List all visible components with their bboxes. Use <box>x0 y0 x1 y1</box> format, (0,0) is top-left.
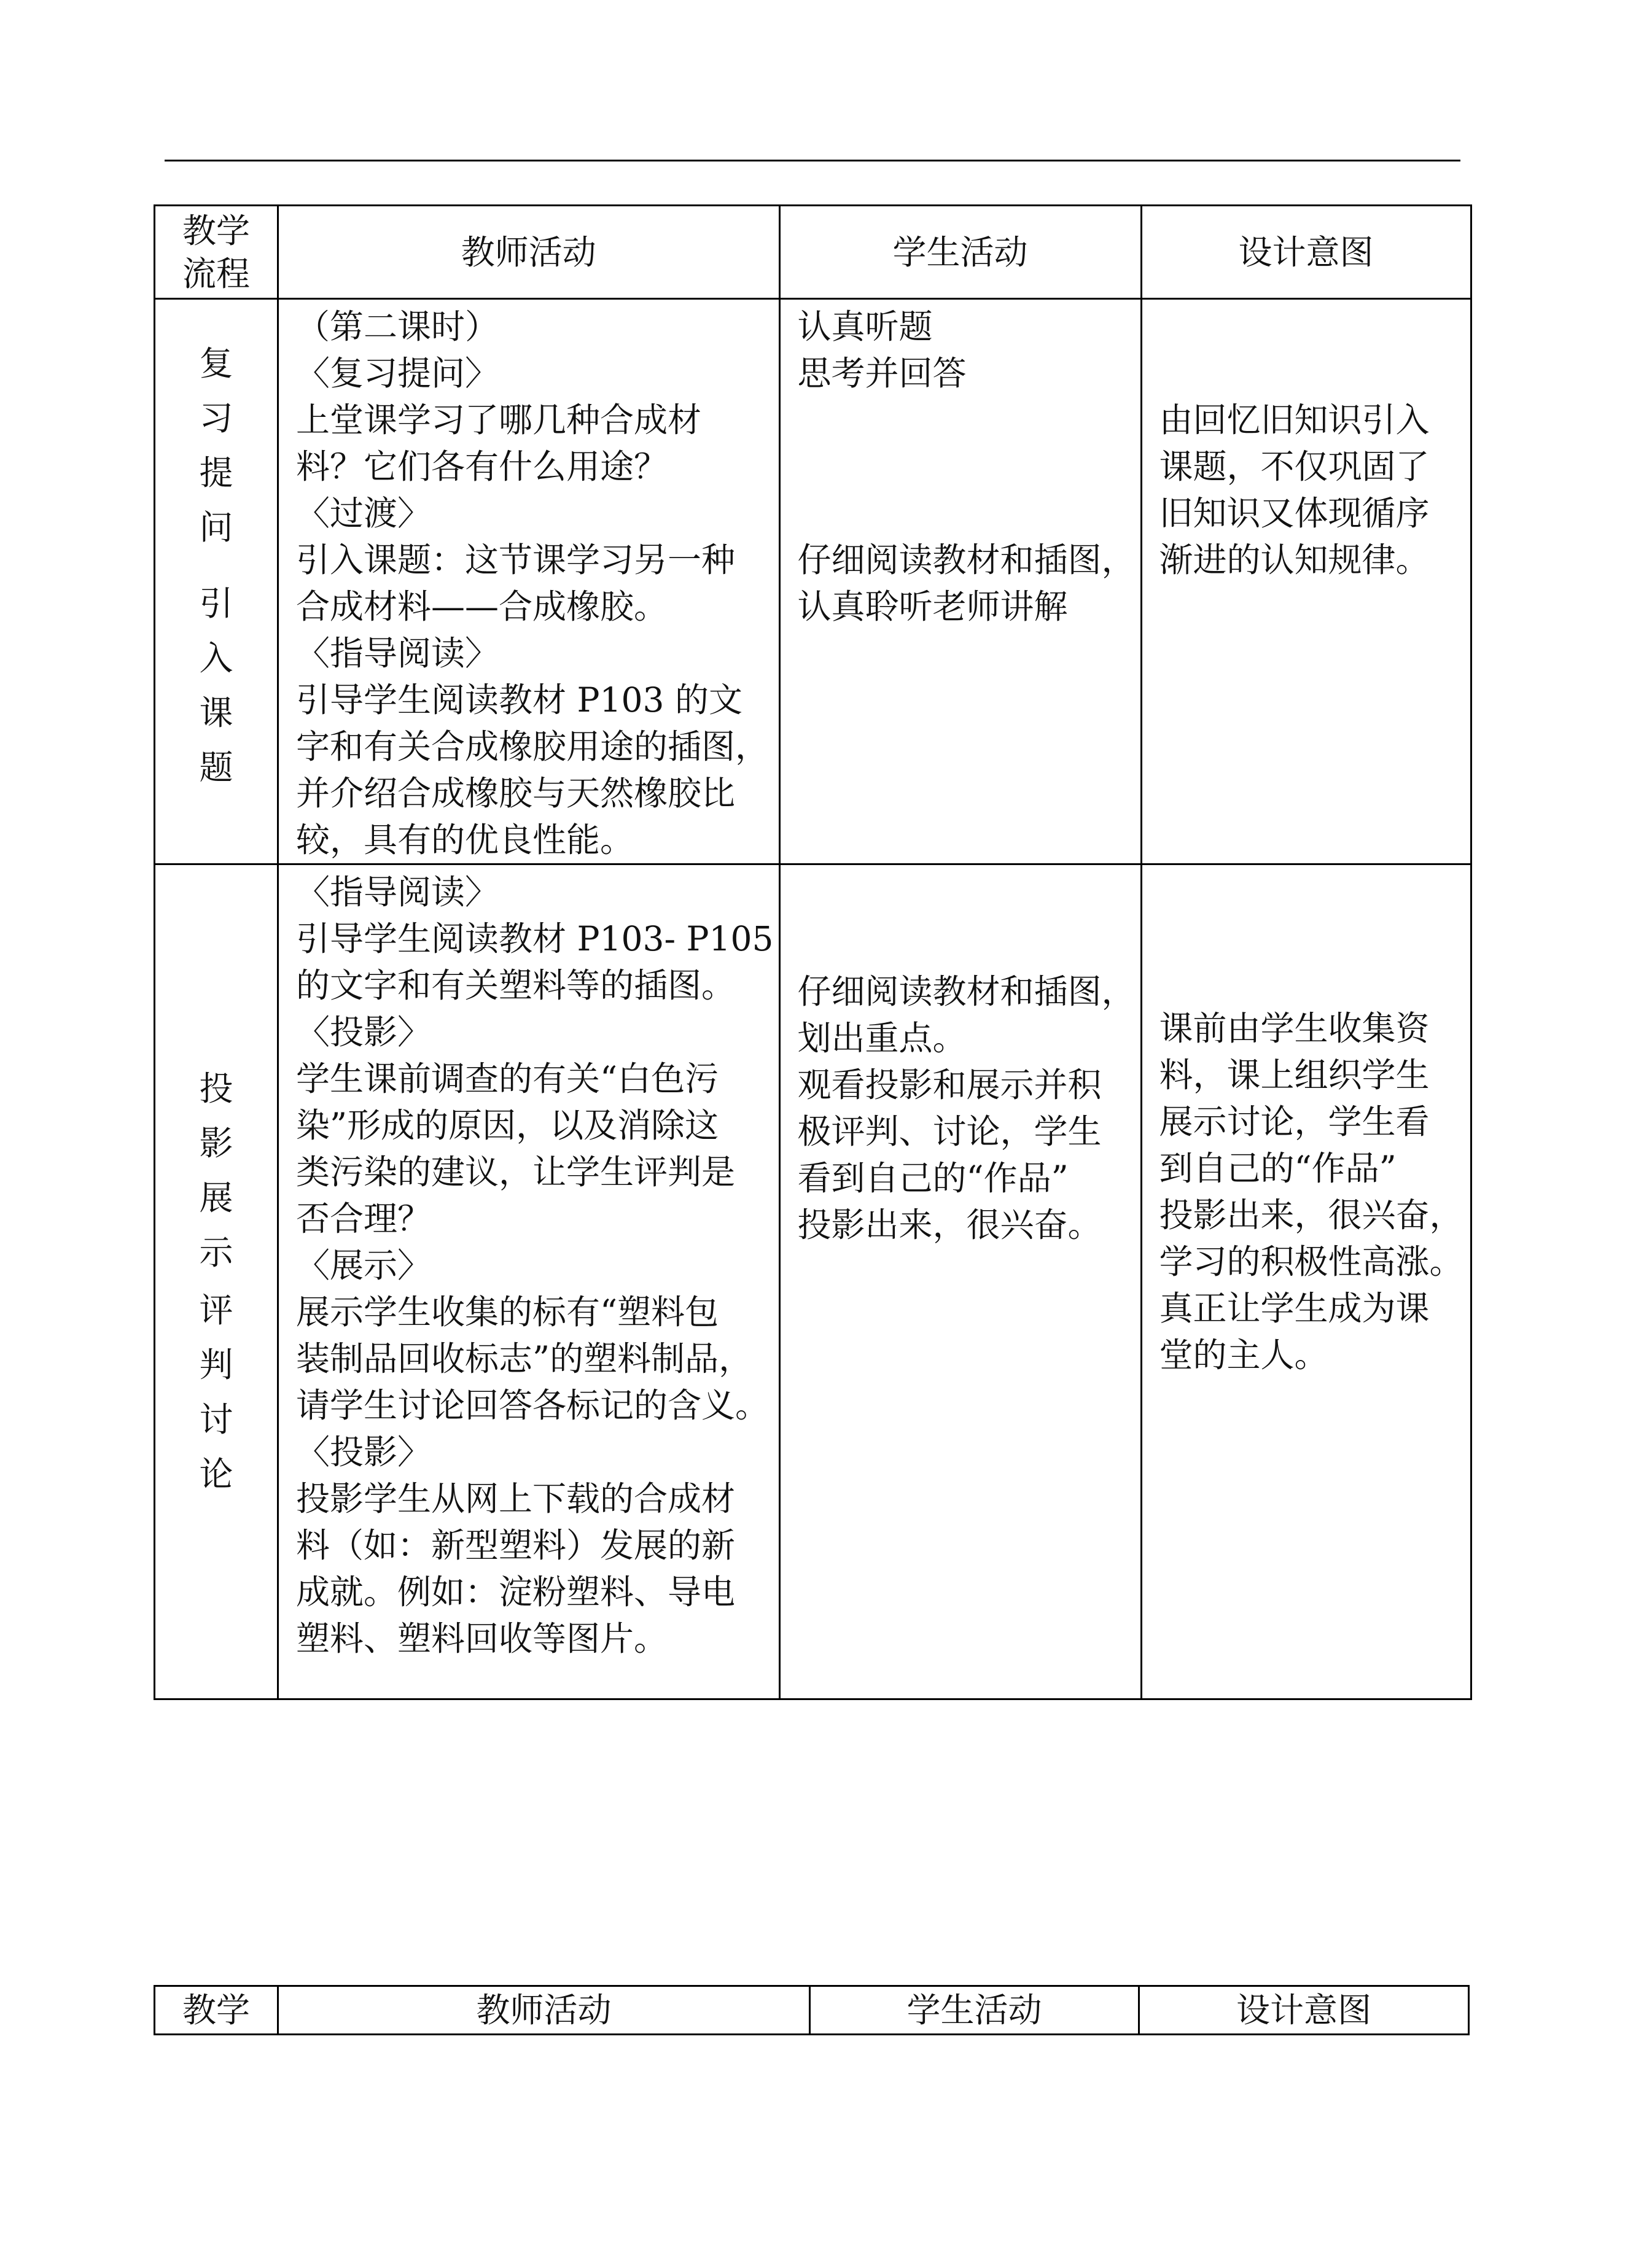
text-line: 料（如：新型塑料）发展的新 <box>296 1526 736 1565</box>
text-line: 引入课题：这节课学习另一种 <box>296 540 736 580</box>
teacher-activity-1 <box>278 299 780 864</box>
header-intent: 设计意图 <box>1141 206 1471 299</box>
text-line: 投影出来，很兴奋， <box>1159 1195 1463 1235</box>
text-line: 〈展示〉 <box>296 1246 432 1285</box>
text-line: 仔细阅读教材和插图， <box>797 972 1136 1011</box>
table-row-projection <box>155 864 1471 1699</box>
teacher-activity-2 <box>278 864 780 1699</box>
text-line: 请学生讨论回答各标记的含义。 <box>296 1386 770 1425</box>
header-flow: 教学 <box>155 1986 278 2035</box>
text-line: 投影学生从网上下载的合成材 <box>296 1479 736 1518</box>
stage-projection-discussion <box>155 864 278 1699</box>
lesson-plan-table <box>154 204 1472 1700</box>
text-line: 极评判、讨论，学生 <box>797 1112 1102 1151</box>
stage-char: 示 <box>199 1233 233 1272</box>
text-line: 由回忆旧知识引入 <box>1159 400 1430 440</box>
text-line: 〈指导阅读〉 <box>296 634 499 673</box>
text-line: 堂的主人。 <box>1159 1335 1328 1375</box>
header-teacher: 教师活动 <box>278 1986 810 2035</box>
stage-char: 课 <box>199 693 233 732</box>
text-line: 划出重点。 <box>797 1019 967 1058</box>
stage-char: 引 <box>199 584 233 623</box>
text-line: 字和有关合成橡胶用途的插图， <box>296 727 770 766</box>
stage-char: 判 <box>199 1345 233 1384</box>
text-line: 染”形成的原因，以及消除这 <box>296 1106 719 1145</box>
text-line: 引导学生阅读教材 P103 的文 <box>296 680 742 720</box>
stage-char: 投 <box>199 1069 233 1108</box>
text-line: 引导学生阅读教材 P103- P105 <box>296 919 774 958</box>
header-flow-line-1: 教学 <box>182 211 250 250</box>
design-intent-1 <box>1141 299 1471 864</box>
design-intent-2 <box>1141 864 1471 1699</box>
table-header-row <box>155 206 1471 299</box>
text-line: 课题，不仅巩固了 <box>1159 447 1430 486</box>
text-line: 仔细阅读教材和插图， <box>797 540 1136 580</box>
text-line: 〈指导阅读〉 <box>296 872 499 912</box>
text-line: 认真聆听老师讲解 <box>797 587 1068 626</box>
text-line: （第二课时） <box>296 307 499 346</box>
text-line: 合成材料——合成橡胶。 <box>296 587 668 626</box>
text-line: 并介绍合成橡胶与天然橡胶比 <box>296 774 736 813</box>
text-line: 较，具有的优良性能。 <box>296 820 634 860</box>
text-line: 〈过渡〉 <box>296 494 432 533</box>
stage-char: 问 <box>199 508 233 547</box>
stage-char: 影 <box>199 1124 233 1163</box>
header-teacher: 教师活动 <box>278 206 780 299</box>
stage-char: 展 <box>199 1178 233 1217</box>
text-line: 〈复习提问〉 <box>296 354 499 393</box>
stage-char: 论 <box>199 1454 233 1494</box>
stage-char: 习 <box>199 398 233 438</box>
header-flow-line-2: 流程 <box>182 254 250 293</box>
text-line: 学习的积极性高涨。 <box>1159 1242 1463 1281</box>
header-student: 学生活动 <box>779 206 1141 299</box>
text-line: 装制品回收标志”的塑料制品， <box>296 1339 753 1378</box>
stage-char: 提 <box>199 453 233 492</box>
text-line: 看到自己的“作品” <box>797 1159 1069 1198</box>
text-line: 认真听题 <box>797 307 933 346</box>
text-line: 类污染的建议，让学生评判是 <box>296 1152 736 1192</box>
text-line: 思考并回答 <box>797 354 967 393</box>
table-header-row <box>155 1986 1469 2035</box>
text-line: 真正让学生成为课 <box>1159 1289 1430 1328</box>
header-intent: 设计意图 <box>1139 1986 1469 2035</box>
text-line: 塑料、塑料回收等图片。 <box>296 1619 668 1658</box>
text-line: 否合理？ <box>296 1199 432 1238</box>
text-line: 到自己的“作品” <box>1159 1149 1397 1188</box>
text-line: 料，课上组织学生 <box>1159 1055 1430 1095</box>
text-line: 展示讨论，学生看 <box>1159 1102 1430 1141</box>
text-line: 旧知识又体现循序 <box>1159 494 1430 533</box>
stage-char: 题 <box>199 748 233 787</box>
header-flow <box>155 206 278 299</box>
text-line: 课前由学生收集资 <box>1159 1009 1430 1048</box>
student-activity-2 <box>779 864 1141 1699</box>
text-line: 上堂课学习了哪几种合成材 <box>296 400 702 440</box>
text-line: 成就。例如：淀粉塑料、导电 <box>296 1572 736 1612</box>
text-line: 渐进的认知规律。 <box>1159 540 1430 580</box>
text-line: 学生课前调查的有关“白色污 <box>296 1059 719 1098</box>
header-rule <box>165 160 1460 161</box>
header-student: 学生活动 <box>810 1986 1139 2035</box>
text-line: 〈投影〉 <box>296 1432 432 1472</box>
stage-char: 讨 <box>199 1400 233 1439</box>
text-line: 料？它们各有什么用途？ <box>296 447 668 486</box>
table-row-review <box>155 299 1471 864</box>
text-line: 〈投影〉 <box>296 1012 432 1052</box>
continuation-table-header <box>154 1985 1470 2035</box>
stage-char: 评 <box>199 1291 233 1330</box>
stage-review-intro <box>155 299 278 864</box>
stage-char: 复 <box>199 344 233 383</box>
stage-char: 入 <box>199 639 233 678</box>
student-activity-1 <box>779 299 1141 864</box>
text-line: 展示学生收集的标有“塑料包 <box>296 1292 719 1332</box>
text-line: 的文字和有关塑料等的插图。 <box>296 966 736 1005</box>
text-line: 投影出来，很兴奋。 <box>797 1205 1102 1245</box>
text-line: 观看投影和展示并积 <box>797 1065 1102 1105</box>
